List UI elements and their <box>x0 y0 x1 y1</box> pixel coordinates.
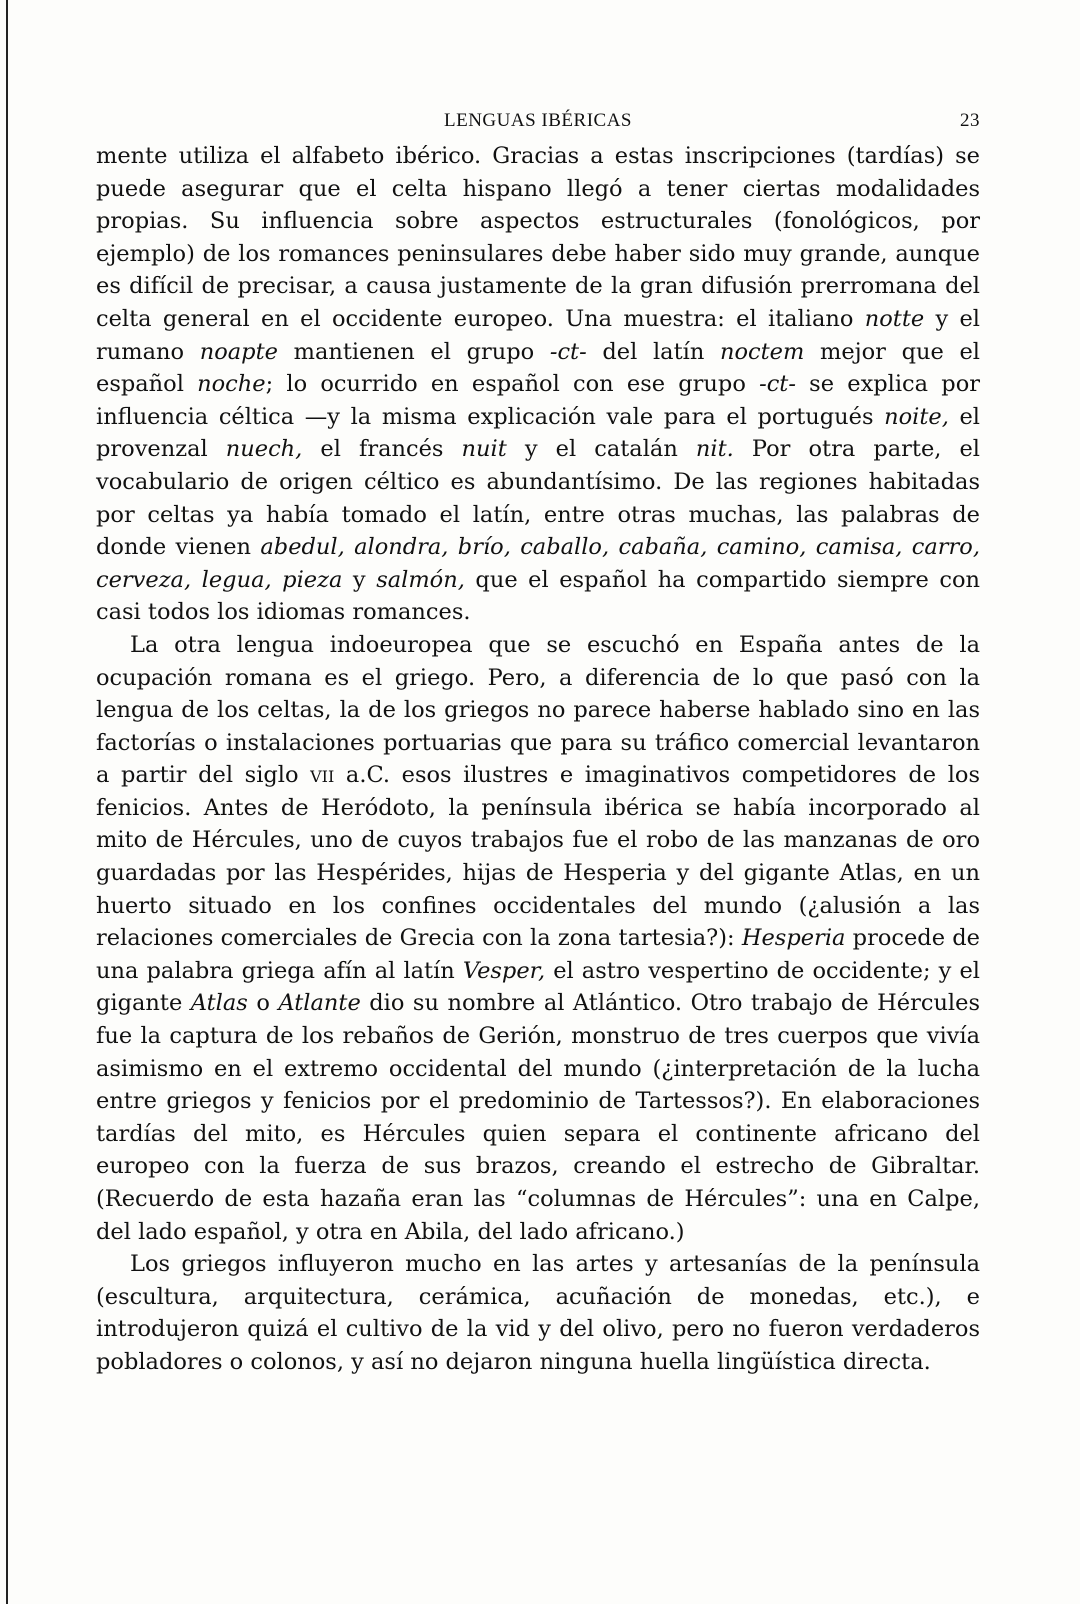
italic-term: Atlas <box>190 990 248 1017</box>
paragraph-2 <box>96 629 980 1248</box>
page-number: 23 <box>960 110 980 131</box>
text-run: el astro vespertino de occidente; y el gigante <box>96 957 980 1017</box>
running-header <box>96 100 980 140</box>
text-run: dio su nombre al Atlántico. Otro trabajo de Hércules fue la captura de los rebaños de Gerión, monstruo de tres cuerpos que vivía asimismo en el extremo occidental del mundo (¿interpretación de la lucha entre griegos y fenicios por el predominio de Tartessos?). En elaboraciones tardías del mito, es Hércules quien separa el continente africano del europeo con la fuerza de sus brazos, creando el estrecho de Gibraltar. (Recuerdo de esta hazaña eran las “columnas de Hércules”: una en Calpe, del lado español, y otra en Abila, del lado africano.) <box>96 990 980 1245</box>
paragraph-3 <box>96 1248 980 1378</box>
italic-term: noite, <box>884 403 949 430</box>
text-run: o <box>247 990 279 1017</box>
text-run: y el catalán <box>506 436 696 463</box>
running-title: LENGUAS IBÉRICAS <box>444 110 632 131</box>
small-caps-numeral: vii <box>310 762 335 789</box>
italic-term: abedul, alondra, brío, caballo, cabaña, camino, camisa, carro, cerveza, legua, pieza <box>96 534 981 593</box>
text-run: mejor que el español <box>96 338 981 398</box>
italic-term: noctem <box>719 338 805 365</box>
italic-term: Atlante <box>278 990 361 1017</box>
text-run: y <box>342 566 377 593</box>
italic-term: nuech, <box>225 436 303 463</box>
italic-term: nuit <box>461 436 507 463</box>
italic-term: notte <box>864 305 925 332</box>
italic-term: salmón, <box>376 566 465 593</box>
italic-term: -ct- <box>549 338 587 365</box>
paragraph-1 <box>96 140 980 629</box>
text-run: procede de una palabra griega afín al latín <box>96 925 980 984</box>
text-run: y el rumano <box>96 305 981 365</box>
italic-term: -ct- <box>759 371 796 398</box>
text-run: del latín <box>586 338 720 365</box>
body-text <box>96 140 980 1379</box>
text-run: mantienen el grupo <box>277 338 550 365</box>
italic-term: noche <box>197 371 266 398</box>
text-run: se explica por influencia céltica —y la misma explicación vale para el portugués <box>96 371 980 430</box>
italic-term: nit. <box>695 436 734 463</box>
italic-term: noapte <box>199 338 278 365</box>
text-run: el francés <box>302 436 462 463</box>
text-run: Por otra parte, el vocabulario de origen céltico es abundantísimo. De las regiones habitadas por celtas ya había tomado el latín, entre otras muchas, las palabras de donde vienen <box>96 436 981 561</box>
page-edge-rule <box>6 0 8 1604</box>
text-run: ; lo ocurrido en español con ese grupo <box>265 371 760 398</box>
text-run: La otra lengua indoeuropea que se escuchó en España antes de la ocupación romana es el griego. Pero, a diferencia de lo que pasó con la lengua de los celtas, la de los griegos no parece haberse hablado sino en las factorías o instalaciones portuarias que para su tráfico comercial levantaron a partir del siglo <box>96 631 980 789</box>
italic-term: Vesper, <box>462 957 546 984</box>
book-page <box>96 100 980 1379</box>
text-run: mente utiliza el alfabeto ibérico. Gracias a estas inscripciones (tardías) se puede asegurar que el celta hispano llegó a tener ciertas modalidades propias. Su influencia sobre aspectos estructurales (fonológicos, por ejemplo) de los romances peninsulares debe haber sido muy grande, aunque es difícil de precisar, a causa justamente de la gran difusión prerromana del celta general en el occidente europeo. Una muestra: el italiano <box>96 143 980 332</box>
text-run: Los griegos influyeron mucho en las artes y artesanías de la península (escultura, arquitectura, cerámica, acuñación de monedas, etc.), e introdujeron quizá el cultivo de la vid y del olivo, pero no fueron verdaderos pobladores o colonos, y así no dejaron ninguna huella lingüística directa. <box>96 1251 980 1375</box>
text-run: el provenzal <box>96 403 980 463</box>
italic-term: Hesperia <box>741 925 846 952</box>
text-run: que el español ha compartido siempre con casi todos los idiomas romances. <box>96 566 980 626</box>
text-run: a.C. esos ilustres e imaginativos competidores de los fenicios. Antes de Heródoto, la península ibérica se había incorporado al mito de Hércules, uno de cuyos trabajos fue el robo de las manzanas de oro guardadas por las Hespérides, hijas de Hesperia y del gigante Atlas, en un huerto situado en los confines occidentales del mundo (¿alusión a las relaciones comerciales de Grecia con la zona tartesia?): <box>96 762 980 952</box>
